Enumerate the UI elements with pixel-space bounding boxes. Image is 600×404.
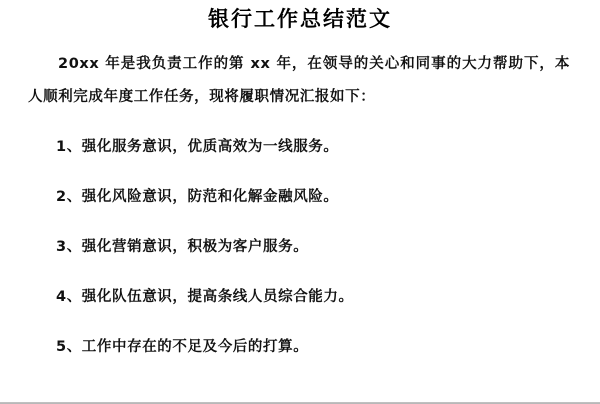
- list-item: 2、强化风险意识，防范和化解金融风险。: [56, 189, 339, 205]
- list-item: 1、强化服务意识，优质高效为一线服务。: [56, 139, 339, 155]
- document-page: [0, 4, 600, 404]
- document-body: [0, 48, 600, 364]
- list-item: 3、强化营销意识，积极为客户服务。: [56, 239, 309, 255]
- intro-paragraph: 20xx 年是我负责工作的第 xx 年，在领导的关心和同事的大力帮助下，本人顺利完成年度工作任务，现将履职情况汇报如下：: [28, 56, 570, 105]
- page-divider: [0, 402, 600, 403]
- list-item: 4、强化队伍意识，提高条线人员综合能力。: [56, 289, 354, 305]
- page-title: 银行工作总结范文: [208, 6, 392, 31]
- list-item: 5、工作中存在的不足及今后的打算。: [56, 339, 309, 355]
